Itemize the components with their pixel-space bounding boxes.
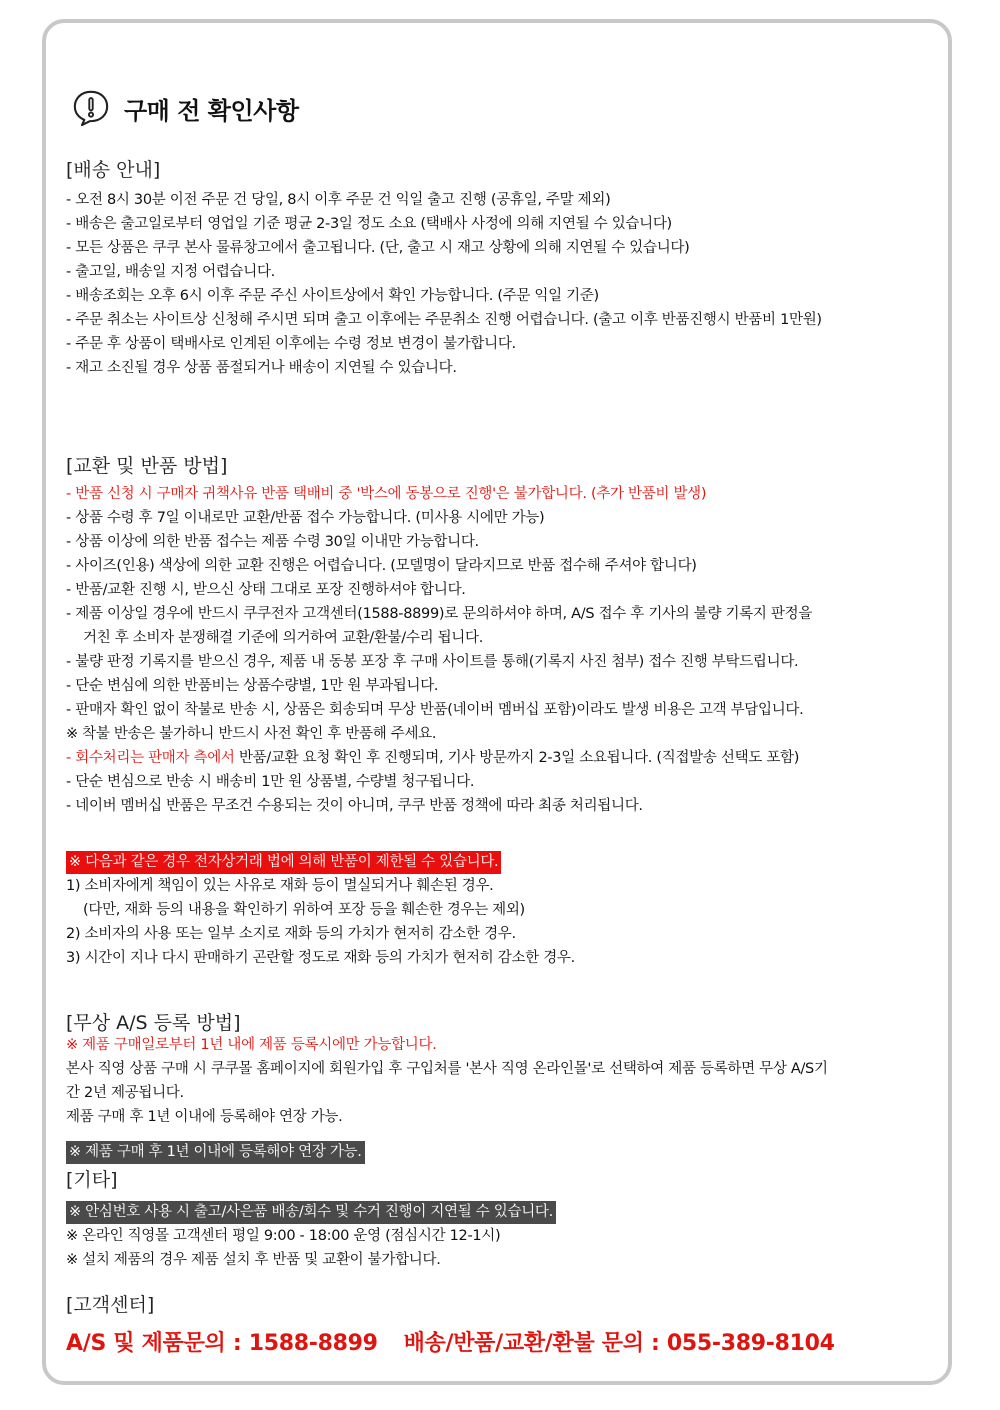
restriction-banner: ※ 다음과 같은 경우 전자상거래 법에 의해 반품이 제한될 수 있습니다.: [66, 851, 501, 874]
list-item: - 상품 이상에 의한 반품 접수는 제품 수령 30일 이내만 가능합니다.: [66, 534, 479, 550]
list-item: - 모든 상품은 쿠쿠 본사 물류창고에서 출고됩니다. (단, 출고 시 재고 상황에 의해 지연될 수 있습니다): [66, 240, 690, 256]
mixed-text: 반품/교환 요청 확인 후 진행되며, 기사 방문까지 2-3일 소요됩니다. (직접발송 선택도 포함): [234, 750, 800, 766]
title-row: [72, 86, 299, 130]
list-item: - 반품/교환 진행 시, 받으신 상태 그대로 포장 진행하셔야 합니다.: [66, 582, 466, 598]
shipping-list: [66, 188, 946, 380]
list-item: - 배송은 출고일로부터 영업일 기준 평균 2-3일 정도 소요 (택배사 사정에 의해 지연될 수 있습니다): [66, 216, 672, 232]
list-item: - 상품 수령 후 7일 이내로만 교환/반품 접수 가능합니다. (미사용 시에만 가능): [66, 510, 545, 526]
page-title: 구매 전 확인사항: [124, 96, 299, 125]
etc-heading: [기타]: [66, 1169, 118, 1191]
list-item: - 배송조회는 오후 6시 이후 주문 주신 사이트상에서 확인 가능합니다. (주문 익일 기준): [66, 288, 599, 304]
list-item: 1) 소비자에게 책임이 있는 사유로 재화 등이 멸실되거나 훼손된 경우.: [66, 878, 494, 894]
list-item: 3) 시간이 지나 다시 판매하기 곤란할 정도로 재화 등의 가치가 현저히 감소한 경우.: [66, 950, 575, 966]
list-item: - 네이버 멤버십 반품은 무조건 수용되는 것이 아니며, 쿠쿠 반품 정책에 따라 최종 처리됩니다.: [66, 798, 643, 814]
etc-list: [66, 1200, 946, 1272]
free-as-heading: [무상 A/S 등록 방법]: [66, 1012, 241, 1034]
delivery-contact: 배송/반품/교환/환불 문의 : 055-389-8104: [403, 1331, 835, 1356]
free-as-banner-row: [66, 1140, 946, 1164]
list-item: - 단순 변심으로 반송 시 배송비 1만 원 상품별, 수량별 청구됩니다.: [66, 774, 475, 790]
shipping-heading: [배송 안내]: [66, 159, 161, 181]
list-item: - 단순 변심에 의한 반품비는 상품수량별, 1만 원 부과됩니다.: [66, 678, 439, 694]
list-item: - 주문 취소는 사이트상 신청해 주시면 되며 출고 이후에는 주문취소 진행 어렵습니다. (출고 이후 반품진행시 반품비 1만원): [66, 312, 822, 328]
list-item: ※ 온라인 직영몰 고객센터 평일 9:00 - 18:00 운영 (점심시간 12-1시): [66, 1228, 501, 1244]
list-item: - 반품 신청 시 구매자 귀책사유 반품 택배비 중 '박스에 동봉으로 진행'은 불가합니다. (추가 반품비 발생): [66, 486, 707, 502]
alert-speech-bubble-icon: [72, 89, 110, 127]
list-item: 거친 후 소비자 분쟁해결 기준에 의거하여 교환/환불/수리 됩니다.: [83, 630, 484, 646]
list-item: 제품 구매 후 1년 이내에 등록해야 연장 가능.: [66, 1109, 343, 1125]
as-contact: A/S 및 제품문의 : 1588-8899: [66, 1331, 378, 1356]
list-item: - 제품 이상일 경우에 반드시 쿠쿠전자 고객센터(1588-8899)로 문의하셔야 하며, A/S 접수 후 기사의 불량 기록지 판정을: [66, 606, 813, 622]
free-as-list: [66, 1033, 946, 1129]
mixed-red-text: - 회수처리는 판매자 측에서: [66, 750, 235, 766]
returns-list: [66, 482, 946, 818]
list-item: - 오전 8시 30분 이전 주문 건 당일, 8시 이후 주문 건 익일 출고 진행 (공휴일, 주말 제외): [66, 192, 611, 208]
free-as-banner: ※ 제품 구매 후 1년 이내에 등록해야 연장 가능.: [66, 1141, 365, 1164]
list-item: - 주문 후 상품이 택배사로 인계된 이후에는 수령 정보 변경이 불가합니다.: [66, 336, 516, 352]
etc-banner: ※ 안심번호 사용 시 출고/사은품 배송/회수 및 수거 진행이 지연될 수 있습니다.: [66, 1201, 556, 1224]
list-item: [66, 746, 946, 770]
customer-center-heading: [고객센터]: [66, 1294, 155, 1316]
free-as-notice: ※ 제품 구매일로부터 1년 내에 제품 등록시에만 가능합니다.: [66, 1037, 437, 1053]
returns-heading: [교환 및 반품 방법]: [66, 455, 228, 477]
list-item: ※ 설치 제품의 경우 제품 설치 후 반품 및 교환이 불가합니다.: [66, 1252, 441, 1268]
list-item: - 판매자 확인 없이 착불로 반송 시, 상품은 회송되며 무상 반품(네이버 멤버십 포함)이라도 발생 비용은 고객 부담입니다.: [66, 702, 804, 718]
list-item: 본사 직영 상품 구매 시 쿠쿠몰 홈페이지에 회원가입 후 구입처를 '본사 직영 온라인몰'로 선택하여 제품 등록하면 무상 A/S기: [66, 1061, 828, 1077]
list-item: ※ 착불 반송은 불가하니 반드시 사전 확인 후 반품해 주세요.: [66, 726, 437, 742]
list-item: - 재고 소진될 경우 상품 품절되거나 배송이 지연될 수 있습니다.: [66, 360, 457, 376]
list-item: 2) 소비자의 사용 또는 일부 소지로 재화 등의 가치가 현저히 감소한 경우.: [66, 926, 516, 942]
list-item: 간 2년 제공됩니다.: [66, 1085, 184, 1101]
list-item: - 사이즈(인용) 색상에 의한 교환 진행은 어렵습니다. (모델명이 달라지므로 반품 접수해 주셔야 합니다): [66, 558, 697, 574]
restriction-list: [66, 850, 946, 970]
contact-line: [66, 1326, 835, 1357]
list-item: - 불량 판정 기록지를 받으신 경우, 제품 내 동봉 포장 후 구매 사이트를 통해(기록지 사진 첨부) 접수 진행 부탁드립니다.: [66, 654, 799, 670]
list-item: - 출고일, 배송일 지정 어렵습니다.: [66, 264, 275, 280]
list-item: (다만, 재화 등의 내용을 확인하기 위하여 포장 등을 훼손한 경우는 제외): [83, 902, 525, 918]
